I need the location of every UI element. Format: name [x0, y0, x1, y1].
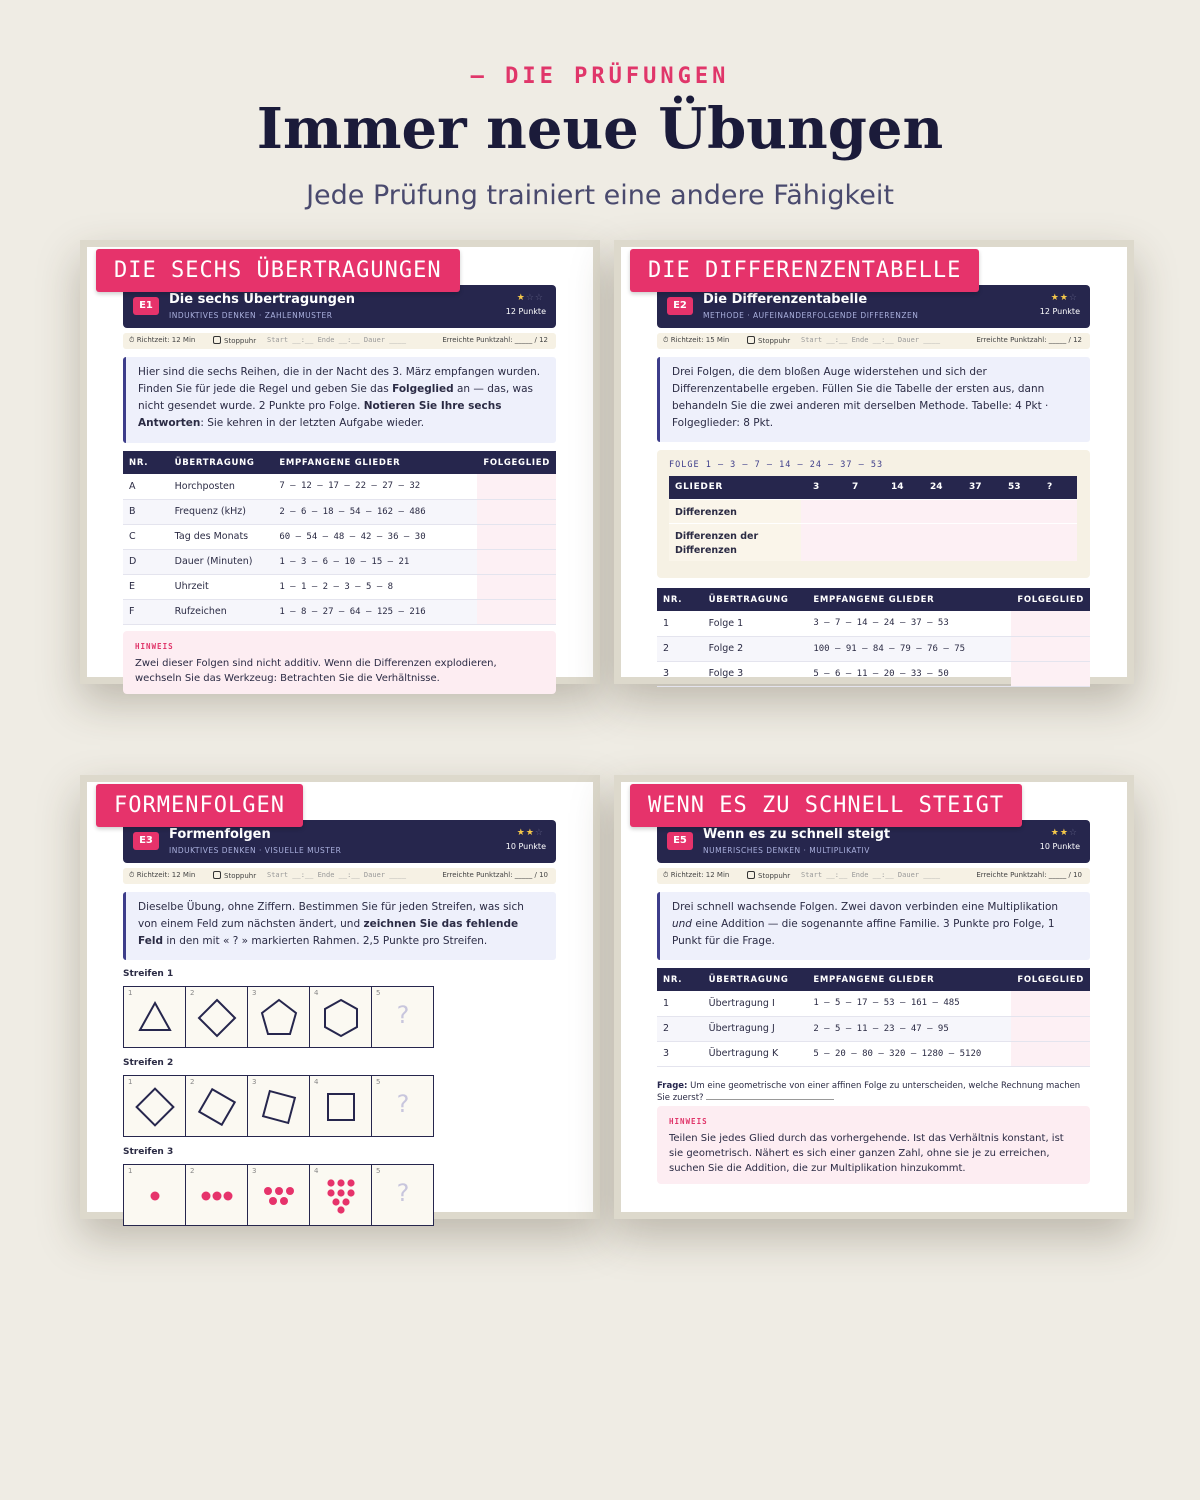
- received-terms: 1 — 8 — 27 — 64 — 125 — 216: [273, 599, 477, 624]
- timing-fields: Start __:__ Ende __:__ Dauer ____: [801, 336, 941, 344]
- cell-number: 4: [314, 1167, 319, 1175]
- hint-box: [123, 631, 556, 694]
- row-number: 3: [657, 661, 703, 686]
- exercise-title: Wenn es zu schnell steigt: [703, 827, 891, 842]
- transmissions-table: [123, 451, 556, 625]
- table-header-row: [657, 968, 1090, 991]
- second-differences-row[interactable]: [669, 523, 1077, 561]
- question-mark-icon: ?: [396, 1090, 410, 1118]
- table-row: [123, 524, 556, 549]
- time-limit: ⏱ Richtzeit: 15 Min: [663, 336, 730, 344]
- shape-cell: [309, 1075, 372, 1137]
- exercise-card-e1[interactable]: [80, 240, 600, 684]
- shape-cell: [185, 986, 248, 1048]
- page-title: Immer neue Übungen: [256, 96, 944, 162]
- card-ribbon: FORMENFOLGEN: [96, 784, 303, 827]
- answer-cell[interactable]: [477, 474, 556, 499]
- exercise-points: 12 Punkte: [505, 307, 546, 316]
- rotated-square-icon: [124, 1076, 186, 1138]
- answer-cell[interactable]: [477, 499, 556, 524]
- answer-cell[interactable]: [1011, 611, 1090, 636]
- instructions: Drei Folgen, die dem bloßen Auge widerstehen und sich der Differenzentabelle ergeben. Füllen Sie die Tabelle der ersten aus, dann behandeln Sie die zwei anderen mit derselben Methode. Tabelle: 4 Pkt · Folgeglieder: 8 Pkt.: [657, 357, 1090, 442]
- cell-number: 2: [190, 1078, 195, 1086]
- instruction-emphasis: und: [672, 918, 692, 930]
- one-dot-icon: [124, 1165, 186, 1227]
- worksheet-preview: [87, 247, 593, 684]
- difficulty-stars: [517, 293, 544, 303]
- received-terms: 60 — 54 — 48 — 42 — 36 — 30: [273, 524, 477, 549]
- cell-number: 5: [376, 1078, 381, 1086]
- question-label: Frage:: [657, 1081, 688, 1091]
- meta-bar: [123, 868, 556, 884]
- answer-cell[interactable]: [1011, 661, 1090, 686]
- shape-cell: [123, 1164, 186, 1226]
- row-number: A: [123, 474, 169, 499]
- shape-cell: [123, 986, 186, 1048]
- exercise-badge: E2: [667, 297, 693, 315]
- term-value: ?: [1047, 482, 1053, 492]
- term-value: 7: [852, 482, 859, 492]
- transmission-name: Dauer (Minuten): [169, 549, 274, 574]
- difference-table-header: [669, 476, 1077, 499]
- exercise-category: METHODE · AUFEINANDERFOLGENDE DIFFERENZEN: [703, 311, 919, 320]
- transmission-name: Tag des Monats: [169, 524, 274, 549]
- answer-line[interactable]: [706, 1092, 834, 1100]
- column-header: FOLGEGLIED: [1011, 588, 1090, 611]
- time-limit-text: Richtzeit: 15 Min: [670, 336, 730, 344]
- received-terms: 5 — 6 — 11 — 20 — 33 — 50: [807, 661, 1011, 686]
- time-limit-text: Richtzeit: 12 Min: [136, 871, 196, 879]
- stopwatch-label: Stoppuhr: [758, 872, 791, 880]
- received-terms: 7 — 12 — 17 — 22 — 27 — 32: [273, 474, 477, 499]
- table-row: [123, 574, 556, 599]
- star-empty-icon: ☆: [534, 828, 544, 838]
- column-header: FOLGEGLIED: [1011, 968, 1090, 991]
- star-empty-icon: ☆: [1068, 828, 1078, 838]
- received-terms: 1 — 5 — 17 — 53 — 161 — 485: [807, 991, 1011, 1016]
- card-ribbon: WENN ES ZU SCHNELL STEIGT: [630, 784, 1022, 827]
- table-row: [657, 1041, 1090, 1066]
- table-row: [657, 636, 1090, 661]
- exercise-title: Die Differenzentabelle: [703, 292, 868, 307]
- row-number: F: [123, 599, 169, 624]
- received-terms: 5 — 20 — 80 — 320 — 1280 — 5120: [807, 1041, 1011, 1066]
- instructions: [123, 892, 556, 960]
- rotated-square-icon: [248, 1076, 310, 1138]
- row-number: C: [123, 524, 169, 549]
- term-value: 37: [969, 482, 982, 492]
- term-value: 3: [813, 482, 820, 492]
- square-icon: [310, 1076, 372, 1138]
- star-icon: ★★: [1050, 293, 1069, 303]
- transmission-name: Folge 2: [703, 636, 808, 661]
- column-header: FOLGEGLIED: [477, 451, 556, 474]
- shape-cell: [185, 1075, 248, 1137]
- received-terms: 2 — 5 — 11 — 23 — 47 — 95: [807, 1016, 1011, 1041]
- shape-cell: [247, 1075, 310, 1137]
- received-terms: 1 — 3 — 6 — 10 — 15 — 21: [273, 549, 477, 574]
- time-limit: ⏱ Richtzeit: 12 Min: [129, 336, 196, 344]
- column-header: ÜBERTRAGUNG: [703, 968, 808, 991]
- transmission-name: Horchposten: [169, 474, 274, 499]
- instructions: [123, 357, 556, 443]
- differences-row[interactable]: [669, 499, 1077, 523]
- instruction-text: in den mit « ? » markierten Rahmen. 2,5 Punkte pro Streifen.: [162, 935, 488, 947]
- answer-cell[interactable]: [477, 549, 556, 574]
- hint-text: Zwei dieser Folgen sind nicht additiv. Wenn die Differenzen explodieren, wechseln Sie das Werkzeug: Betrachten Sie die Verhältnisse.: [135, 658, 497, 684]
- row-number: 1: [657, 611, 703, 636]
- answer-cell[interactable]: [1011, 1016, 1090, 1041]
- hint-label: HINWEIS: [135, 642, 174, 651]
- cell-number: 1: [128, 1078, 133, 1086]
- stripe-label: Streifen 3: [123, 1147, 174, 1157]
- card-ribbon: DIE SECHS ÜBERTRAGUNGEN: [96, 249, 460, 292]
- timing-fields: Start __:__ Ende __:__ Dauer ____: [267, 871, 407, 879]
- hint-box: [657, 1106, 1090, 1184]
- exercise-category: INDUKTIVES DENKEN · ZAHLENMUSTER: [169, 311, 333, 320]
- shape-cell: [309, 1164, 372, 1226]
- hint-text: Teilen Sie jedes Glied durch das vorhergehende. Ist das Verhältnis konstant, ist sie geometrisch. Nähert es sich einer ganzen Zahl, ohne sie je zu erreichen, suchen Sie die Addition, die zur Multiplikation hinzukommt.: [669, 1133, 1064, 1174]
- checkbox-icon: [213, 871, 221, 879]
- shape-cell: [185, 1164, 248, 1226]
- score-field: Erreichte Punktzahl: _____ / 10: [976, 871, 1082, 879]
- column-header: ÜBERTRAGUNG: [169, 451, 274, 474]
- hexagon-icon: [310, 987, 372, 1049]
- cell-number: 4: [314, 1078, 319, 1086]
- sequence-label: FOLGE 1 — 3 — 7 — 14 — 24 — 37 — 53: [669, 460, 884, 470]
- column-header: ÜBERTRAGUNG: [703, 588, 808, 611]
- shape-cell: [309, 986, 372, 1048]
- exercise-title: Formenfolgen: [169, 827, 271, 842]
- difference-table-box: [657, 450, 1090, 578]
- section-kicker: — DIE PRÜFUNGEN: [470, 64, 730, 89]
- exercise-card-e2[interactable]: [614, 240, 1134, 684]
- checkbox-icon: [747, 871, 755, 879]
- question-mark-icon: ?: [396, 1179, 410, 1207]
- transmission-name: Folge 1: [703, 611, 808, 636]
- worksheet-preview: [621, 782, 1127, 1212]
- stopwatch-checkbox[interactable]: [747, 871, 790, 880]
- answer-cell[interactable]: [477, 599, 556, 624]
- difficulty-stars: [517, 828, 544, 838]
- term-value: 53: [1008, 482, 1021, 492]
- exercise-points: 10 Punkte: [505, 842, 546, 851]
- checkbox-icon: [747, 336, 755, 344]
- row-number: E: [123, 574, 169, 599]
- cell-number: 3: [252, 989, 257, 997]
- star-empty-icon: ☆☆: [525, 293, 544, 303]
- row-number: 3: [657, 1041, 703, 1066]
- meta-bar: [657, 868, 1090, 884]
- received-terms: 100 — 91 — 84 — 79 — 76 — 75: [807, 636, 1011, 661]
- score-field: Erreichte Punktzahl: _____ / 12: [976, 336, 1082, 344]
- meta-bar: [657, 333, 1090, 349]
- stripe-label: Streifen 2: [123, 1058, 174, 1068]
- shape-cell: [123, 1075, 186, 1137]
- exercise-badge: E3: [133, 832, 159, 850]
- question: [657, 1080, 1090, 1104]
- answer-cell[interactable]: [477, 524, 556, 549]
- stopwatch-label: Stoppuhr: [224, 872, 257, 880]
- stopwatch-label: Stoppuhr: [224, 337, 257, 345]
- shape-cell: [247, 1164, 310, 1226]
- stopwatch-checkbox[interactable]: [747, 336, 790, 345]
- cell-number: 5: [376, 1167, 381, 1175]
- triangle-icon: [124, 987, 186, 1049]
- question-mark-icon: ?: [396, 1001, 410, 1029]
- shape-cell: [247, 986, 310, 1048]
- transmission-name: Übertragung K: [703, 1041, 808, 1066]
- star-icon: ★: [516, 293, 526, 303]
- six-dots-icon: [248, 1165, 310, 1227]
- exercise-card-e5[interactable]: [614, 775, 1134, 1219]
- row-number: 2: [657, 1016, 703, 1041]
- transmission-name: Rufzeichen: [169, 599, 274, 624]
- pentagon-icon: [248, 987, 310, 1049]
- rotated-square-icon: [186, 1076, 248, 1138]
- cell-number: 1: [128, 1167, 133, 1175]
- instruction-text: an — das, was nicht gesendet wurde. 2 Punkte pro Folge.: [138, 383, 533, 412]
- table-header-row: [657, 588, 1090, 611]
- table-row: [657, 661, 1090, 686]
- worksheet-preview: [87, 782, 593, 1212]
- table-row: [657, 1016, 1090, 1041]
- instructions: [657, 892, 1090, 960]
- received-terms: 2 — 6 — 18 — 54 — 162 — 486: [273, 499, 477, 524]
- instruction-emphasis: Notieren Sie Ihre sechs Antworten: [138, 400, 502, 429]
- time-limit: ⏱ Richtzeit: 12 Min: [129, 871, 196, 879]
- transmission-name: Übertragung I: [703, 991, 808, 1016]
- three-dots-icon: [186, 1165, 248, 1227]
- exercise-category: INDUKTIVES DENKEN · VISUELLE MUSTER: [169, 846, 342, 855]
- exercise-badge: E5: [667, 832, 693, 850]
- row-number: 2: [657, 636, 703, 661]
- stopwatch-label: Stoppuhr: [758, 337, 791, 345]
- column-header: NR.: [657, 588, 703, 611]
- difficulty-stars: [1051, 293, 1078, 303]
- hint-label: HINWEIS: [669, 1117, 708, 1126]
- answer-cell[interactable]: [1011, 991, 1090, 1016]
- meta-bar: [123, 333, 556, 349]
- table-row: [123, 499, 556, 524]
- timing-fields: Start __:__ Ende __:__ Dauer ____: [267, 336, 407, 344]
- answer-cell[interactable]: [371, 1164, 434, 1226]
- cell-number: 5: [376, 989, 381, 997]
- worksheet-preview: [621, 247, 1127, 677]
- diamond-icon: [186, 987, 248, 1049]
- cell-number: 1: [128, 989, 133, 997]
- cell-number: 3: [252, 1167, 257, 1175]
- table-header-row: [123, 451, 556, 474]
- transmission-name: Folge 3: [703, 661, 808, 686]
- column-header: EMPFANGENE GLIEDER: [807, 968, 1011, 991]
- time-limit: ⏱ Richtzeit: 12 Min: [663, 871, 730, 879]
- cell-number: 4: [314, 989, 319, 997]
- answer-cell[interactable]: [477, 574, 556, 599]
- instruction-emphasis: Folgeglied: [392, 383, 454, 395]
- answer-cell[interactable]: [371, 1075, 434, 1137]
- exercise-card-e3[interactable]: [80, 775, 600, 1219]
- answer-cell[interactable]: [1011, 636, 1090, 661]
- shape-stripe-3: [123, 1164, 435, 1226]
- ten-dots-icon: [310, 1165, 372, 1227]
- table-row: [123, 549, 556, 574]
- exercise-badge: E1: [133, 297, 159, 315]
- shape-stripe-2: [123, 1075, 435, 1137]
- score-field: Erreichte Punktzahl: _____ / 10: [442, 871, 548, 879]
- stopwatch-checkbox[interactable]: [213, 871, 256, 880]
- row-number: B: [123, 499, 169, 524]
- score-field: Erreichte Punktzahl: _____ / 12: [442, 336, 548, 344]
- exercise-category: NUMERISCHES DENKEN · MULTIPLIKATIV: [703, 846, 870, 855]
- page-subtitle: Jede Prüfung trainiert eine andere Fähigkeit: [306, 180, 894, 211]
- cell-number: 2: [190, 989, 195, 997]
- answer-cell[interactable]: [371, 986, 434, 1048]
- card-ribbon: DIE DIFFERENZENTABELLE: [630, 249, 979, 292]
- exercise-title: Die sechs Übertragungen: [169, 292, 356, 307]
- exercise-points: 10 Punkte: [1039, 842, 1080, 851]
- transmissions-table: [657, 968, 1090, 1067]
- term-value: 24: [930, 482, 943, 492]
- star-icon: ★★: [1050, 828, 1069, 838]
- differences-label: Differenzen: [669, 500, 801, 523]
- instruction-text: Drei schnell wachsende Folgen. Zwei davon verbinden eine Multiplikation: [672, 901, 1059, 913]
- second-differences-label: Differenzen der Differenzen: [669, 524, 801, 561]
- star-icon: ★★: [516, 828, 535, 838]
- shape-stripe-1: [123, 986, 435, 1048]
- table-row: [123, 474, 556, 499]
- terms-label: GLIEDER: [675, 482, 724, 492]
- answer-cell[interactable]: [1011, 1041, 1090, 1066]
- question-text: Um eine geometrische von einer affinen Folge zu unterscheiden, welche Rechnung machen Sie zuerst?: [657, 1081, 1081, 1103]
- instruction-emphasis: zeichnen Sie das fehlende Feld: [138, 918, 519, 947]
- row-number: 1: [657, 991, 703, 1016]
- difference-table: [669, 476, 1077, 561]
- cell-number: 3: [252, 1078, 257, 1086]
- exercise-points: 12 Punkte: [1039, 307, 1080, 316]
- transmission-name: Übertragung J: [703, 1016, 808, 1041]
- cell-number: 2: [190, 1167, 195, 1175]
- transmission-name: Frequenz (kHz): [169, 499, 274, 524]
- difficulty-stars: [1051, 828, 1078, 838]
- stripe-label: Streifen 1: [123, 969, 174, 979]
- time-limit-text: Richtzeit: 12 Min: [670, 871, 730, 879]
- row-number: D: [123, 549, 169, 574]
- instruction-text: Hier sind die sechs Reihen, die in der Nacht des 3. März empfangen wurden. Finden Sie für jede die Regel und geben Sie das: [138, 366, 541, 395]
- table-row: [657, 991, 1090, 1016]
- column-header: NR.: [657, 968, 703, 991]
- stopwatch-checkbox[interactable]: [213, 336, 256, 345]
- table-row: [123, 599, 556, 624]
- received-terms: 1 — 1 — 2 — 3 — 5 — 8: [273, 574, 477, 599]
- timing-fields: Start __:__ Ende __:__ Dauer ____: [801, 871, 941, 879]
- term-value: 14: [891, 482, 904, 492]
- instruction-text: Dieselbe Übung, ohne Ziffern. Bestimmen Sie für jeden Streifen, was sich von einem Feld zum nächsten ändert, und: [138, 901, 524, 930]
- instruction-text: : Sie kehren in der letzten Aufgabe wieder.: [200, 417, 425, 429]
- star-empty-icon: ☆: [1068, 293, 1078, 303]
- received-terms: 3 — 7 — 14 — 24 — 37 — 53: [807, 611, 1011, 636]
- transmission-name: Uhrzeit: [169, 574, 274, 599]
- column-header: EMPFANGENE GLIEDER: [807, 588, 1011, 611]
- sequences-table: [657, 588, 1090, 687]
- time-limit-text: Richtzeit: 12 Min: [136, 336, 196, 344]
- column-header: EMPFANGENE GLIEDER: [273, 451, 477, 474]
- instruction-text: eine Addition — die sogenannte affine Familie. 3 Punkte pro Folge, 1 Punkt für die Frage.: [672, 918, 1055, 947]
- checkbox-icon: [213, 336, 221, 344]
- table-row: [657, 611, 1090, 636]
- column-header: NR.: [123, 451, 169, 474]
